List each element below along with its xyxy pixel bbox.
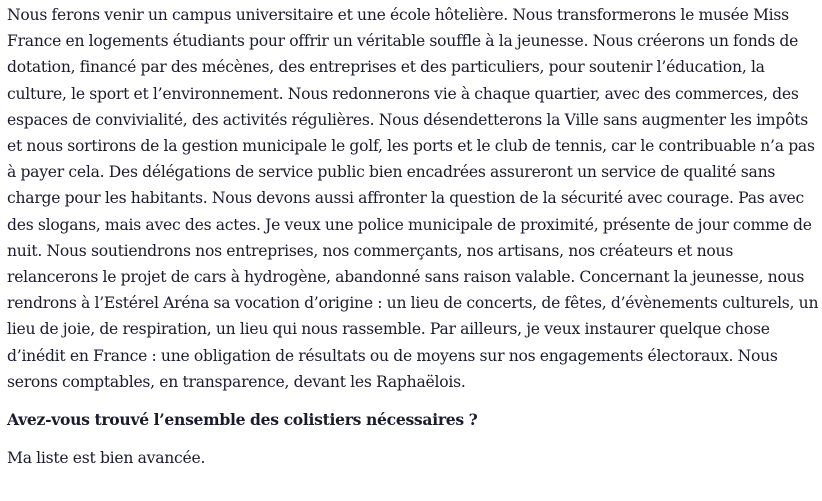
article-body — [7, 2, 819, 471]
article-paragraph: Nous ferons venir un campus universitaire et une école hôtelière. Nous transformerons le musée Miss France en logements étudiants pour offrir un véritable souffle à la jeunesse. Nous créerons un fonds de dotation, financé par des mécènes, des entreprises et des particuliers, pour soutenir l’éducation, la culture, le sport et l’environnement. Nous redonnerons vie à chaque quartier, avec des commerces, des espaces de convivialité, des activités régulières. Nous désendetterons la Ville sans augmenter les impôts et nous sortirons de la gestion municipale le golf, les ports et le club de tennis, car le contribuable n’a pas à payer cela. Des délégations de service public bien encadrées assureront un service de qualité sans charge pour les habitants. Nous devons aussi affronter la question de la sécurité avec courage. Pas avec des slogans, mais avec des actes. Je veux une police municipale de proximité, présente de jour comme de nuit. Nous soutiendrons nos entreprises, nos commerçants, nos artisans, nos créateurs et nous relancerons le projet de cars à hydrogène, abandonné sans raison valable. Concernant la jeunesse, nous rendrons à l’Estérel Aréna sa vocation d’origine : un lieu de concerts, de fêtes, d’évènements culturels, un lieu de joie, de respiration, un lieu qui nous rassemble. Par ailleurs, je veux instaurer quelque chose d’inédit en France : une obligation de résultats ou de moyens sur nos engagements électoraux. Nous serons comptables, en transparence, devant les Raphaëlois. — [7, 6, 819, 391]
interview-answer: Ma liste est bien avancée. — [7, 449, 206, 468]
interview-question: Avez-vous trouvé l’ensemble des colistiers nécessaires ? — [7, 410, 478, 430]
